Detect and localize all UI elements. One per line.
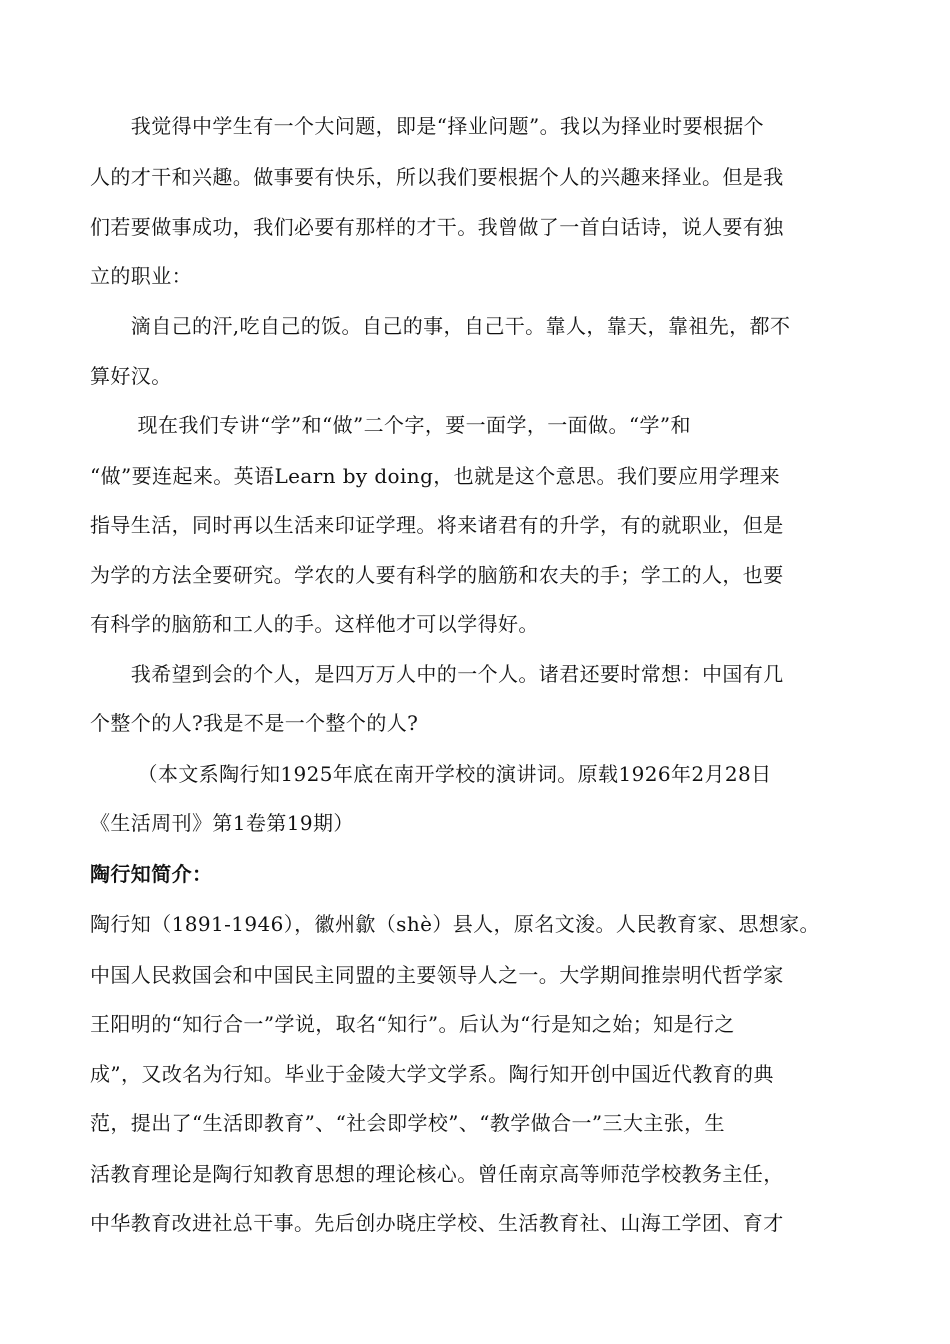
bio-line: 王阳明的“知行合一”学说，取名“知行”。后认为“行是知之始；知是行之 [90,1012,735,1036]
paragraph-line: 有科学的脑筋和工人的手。这样他才可以学得好。 [90,612,539,636]
bio-line: 活教育理论是陶行知教育思想的理论核心。曾任南京高等师范学校教务主任， [90,1162,784,1186]
bio-line: 中国人民救国会和中国民主同盟的主要领导人之一。大学期间推崇明代哲学家 [90,963,784,987]
section-heading: 陶行知简介： [90,862,213,886]
source-note-line: （本文系陶行知1925年底在南开学校的演讲词。原载1926年2月28日 [90,762,772,786]
bio-line: 中华教育改进社总干事。先后创办晓庄学校、生活教育社、山海工学团、育才 [90,1211,784,1235]
paragraph-line: 指导生活，同时再以生活来印证学理。将来诸君有的升学，有的就职业，但是 [90,513,784,537]
bio-line: 陶行知（1891-1946），徽州歙（shè）县人，原名文浚。人民教育家、思想家。 [90,912,820,936]
paragraph-line: 立的职业： [90,264,192,288]
paragraph-line: 个整个的人?我是不是一个整个的人? [90,711,419,735]
bio-line: 成”，又改名为行知。毕业于金陵大学文学系。陶行知开创中国近代教育的典 [90,1062,774,1086]
paragraph-line: 为学的方法全要研究。学农的人要有科学的脑筋和农夫的手；学工的人，也要 [90,563,784,587]
bio-line: 范，提出了“生活即教育”、“社会即学校”、“教学做合一”三大主张，生 [90,1111,725,1135]
source-note-line: 《生活周刊》第1卷第19期） [90,811,354,835]
paragraph-line: 们若要做事成功，我们必要有那样的才干。我曾做了一首白话诗，说人要有独 [90,215,784,239]
poem-line: 滴自己的汗,吃自己的饭。自己的事，自己干。靠人，靠天，靠祖先，都不 [90,314,791,338]
poem-line: 算好汉。 [90,364,172,388]
paragraph-line: 我觉得中学生有一个大问题，即是“择业问题”。我以为择业时要根据个 [90,114,765,138]
paragraph-line: 我希望到会的个人，是四万万人中的一个人。诸君还要时常想：中国有几 [90,662,784,686]
paragraph-line: “做”要连起来。英语Learn by doing，也就是这个意思。我们要应用学理来 [90,464,781,488]
paragraph-line: 人的才干和兴趣。做事要有快乐，所以我们要根据个人的兴趣来择业。但是我 [90,165,784,189]
paragraph-line: 现在我们专讲“学”和“做”二个字，要一面学，一面做。“学”和 [90,413,691,437]
